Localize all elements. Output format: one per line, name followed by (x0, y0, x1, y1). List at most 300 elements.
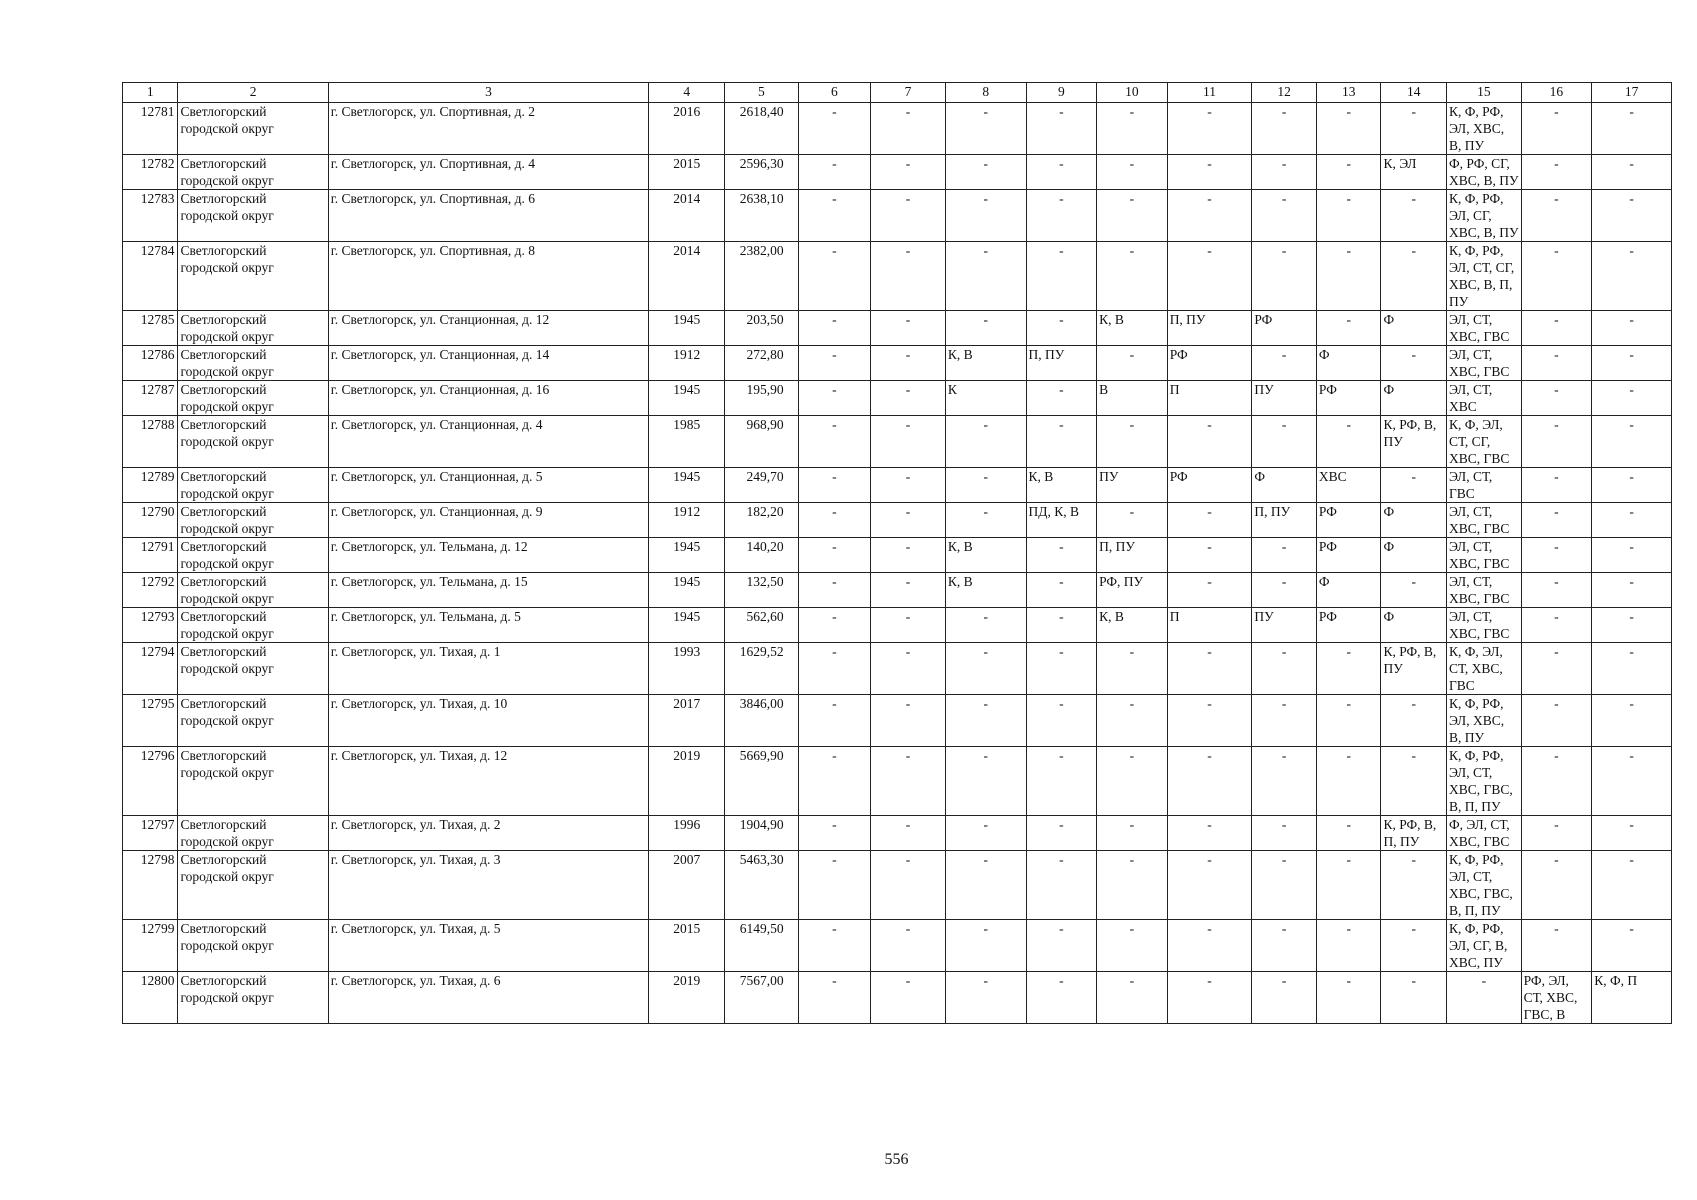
col12-cell: - (1252, 920, 1317, 972)
col12-cell: - (1252, 416, 1317, 468)
municipality-cell: Светлогорский городской округ (178, 416, 328, 468)
col16-cell: РФ, ЭЛ, СТ, ХВС, ГВС, В (1521, 972, 1592, 1024)
year-cell: 2014 (649, 190, 725, 242)
col8-cell: - (945, 155, 1026, 190)
col11-cell: - (1167, 242, 1252, 311)
col9-cell: - (1026, 573, 1097, 608)
address-cell: г. Светлогорск, ул. Тихая, д. 3 (328, 851, 649, 920)
record-number-cell: 12800 (123, 972, 178, 1024)
col15-cell: ЭЛ, СТ, ХВС, ГВС (1447, 503, 1522, 538)
year-cell: 1945 (649, 468, 725, 503)
area-cell: 132,50 (725, 573, 799, 608)
municipality-cell: Светлогорский городской округ (178, 573, 328, 608)
municipality-cell: Светлогорский городской округ (178, 103, 328, 155)
col7-cell: - (871, 573, 946, 608)
col7-cell: - (871, 816, 946, 851)
col9-cell: К, В (1026, 468, 1097, 503)
col15-cell: К, Ф, РФ, ЭЛ, СТ, СГ, ХВС, В, П, ПУ (1447, 242, 1522, 311)
area-cell: 2382,00 (725, 242, 799, 311)
year-cell: 1945 (649, 573, 725, 608)
col6-cell: - (798, 747, 871, 816)
col11-cell: РФ (1167, 468, 1252, 503)
col11-cell: - (1167, 747, 1252, 816)
address-cell: г. Светлогорск, ул. Тихая, д. 12 (328, 747, 649, 816)
col13-cell: - (1316, 242, 1381, 311)
col16-cell: - (1521, 416, 1592, 468)
col7-cell: - (871, 242, 946, 311)
address-cell: г. Светлогорск, ул. Тихая, д. 1 (328, 643, 649, 695)
col17-cell: - (1592, 346, 1672, 381)
col14-cell: Ф (1381, 311, 1447, 346)
col10-cell: - (1097, 816, 1168, 851)
col10-cell: В (1097, 381, 1168, 416)
table-row (123, 155, 1672, 190)
year-cell: 1945 (649, 538, 725, 573)
col12-cell: - (1252, 346, 1317, 381)
col7-cell: - (871, 416, 946, 468)
col15-cell: ЭЛ, СТ, ХВС, ГВС (1447, 573, 1522, 608)
area-cell: 1904,90 (725, 816, 799, 851)
col16-cell: - (1521, 503, 1592, 538)
col17-cell: - (1592, 573, 1672, 608)
col7-cell: - (871, 346, 946, 381)
column-header: 2 (178, 83, 328, 103)
col7-cell: - (871, 851, 946, 920)
col7-cell: - (871, 503, 946, 538)
municipality-cell: Светлогорский городской округ (178, 695, 328, 747)
column-header: 8 (945, 83, 1026, 103)
col13-cell: - (1316, 190, 1381, 242)
year-cell: 1945 (649, 311, 725, 346)
address-cell: г. Светлогорск, ул. Спортивная, д. 6 (328, 190, 649, 242)
col10-cell: - (1097, 851, 1168, 920)
col11-cell: - (1167, 155, 1252, 190)
col17-cell: К, Ф, П (1592, 972, 1672, 1024)
table-row (123, 920, 1672, 972)
col6-cell: - (798, 381, 871, 416)
address-cell: г. Светлогорск, ул. Станционная, д. 12 (328, 311, 649, 346)
col13-cell: - (1316, 643, 1381, 695)
col13-cell: Ф (1316, 346, 1381, 381)
col7-cell: - (871, 190, 946, 242)
col9-cell: - (1026, 190, 1097, 242)
column-header: 7 (871, 83, 946, 103)
col6-cell: - (798, 573, 871, 608)
col16-cell: - (1521, 747, 1592, 816)
year-cell: 2019 (649, 972, 725, 1024)
col15-cell: Ф, РФ, СГ, ХВС, В, ПУ (1447, 155, 1522, 190)
col9-cell: - (1026, 311, 1097, 346)
col8-cell: К, В (945, 346, 1026, 381)
year-cell: 1912 (649, 346, 725, 381)
col7-cell: - (871, 643, 946, 695)
table-row (123, 573, 1672, 608)
col6-cell: - (798, 920, 871, 972)
col8-cell: - (945, 695, 1026, 747)
col16-cell: - (1521, 851, 1592, 920)
col16-cell: - (1521, 695, 1592, 747)
column-header: 15 (1447, 83, 1522, 103)
address-cell: г. Светлогорск, ул. Спортивная, д. 8 (328, 242, 649, 311)
col16-cell: - (1521, 538, 1592, 573)
col9-cell: П, ПУ (1026, 346, 1097, 381)
col13-cell: - (1316, 155, 1381, 190)
col9-cell: - (1026, 538, 1097, 573)
record-number-cell: 12788 (123, 416, 178, 468)
column-header: 12 (1252, 83, 1317, 103)
record-number-cell: 12786 (123, 346, 178, 381)
col17-cell: - (1592, 643, 1672, 695)
record-number-cell: 12794 (123, 643, 178, 695)
area-cell: 2638,10 (725, 190, 799, 242)
col10-cell: - (1097, 103, 1168, 155)
col6-cell: - (798, 346, 871, 381)
col14-cell: К, ЭЛ (1381, 155, 1447, 190)
table-row (123, 747, 1672, 816)
col8-cell: - (945, 643, 1026, 695)
table-row (123, 346, 1672, 381)
col6-cell: - (798, 695, 871, 747)
col14-cell: Ф (1381, 381, 1447, 416)
table-row (123, 816, 1672, 851)
col8-cell: - (945, 503, 1026, 538)
table-row (123, 695, 1672, 747)
col16-cell: - (1521, 643, 1592, 695)
col13-cell: - (1316, 747, 1381, 816)
municipality-cell: Светлогорский городской округ (178, 311, 328, 346)
col11-cell: П (1167, 608, 1252, 643)
year-cell: 1945 (649, 381, 725, 416)
col9-cell: ПД, К, В (1026, 503, 1097, 538)
col12-cell: - (1252, 747, 1317, 816)
col13-cell: - (1316, 816, 1381, 851)
col14-cell: - (1381, 695, 1447, 747)
address-cell: г. Светлогорск, ул. Станционная, д. 14 (328, 346, 649, 381)
col6-cell: - (798, 416, 871, 468)
year-cell: 1912 (649, 503, 725, 538)
municipality-cell: Светлогорский городской округ (178, 851, 328, 920)
col6-cell: - (798, 608, 871, 643)
col9-cell: - (1026, 381, 1097, 416)
col11-cell: - (1167, 643, 1252, 695)
area-cell: 203,50 (725, 311, 799, 346)
col16-cell: - (1521, 242, 1592, 311)
col14-cell: Ф (1381, 608, 1447, 643)
area-cell: 6149,50 (725, 920, 799, 972)
record-number-cell: 12791 (123, 538, 178, 573)
col14-cell: - (1381, 346, 1447, 381)
col7-cell: - (871, 972, 946, 1024)
col8-cell: - (945, 468, 1026, 503)
record-number-cell: 12790 (123, 503, 178, 538)
col13-cell: - (1316, 103, 1381, 155)
col11-cell: - (1167, 920, 1252, 972)
address-cell: г. Светлогорск, ул. Тихая, д. 10 (328, 695, 649, 747)
municipality-cell: Светлогорский городской округ (178, 242, 328, 311)
col9-cell: - (1026, 103, 1097, 155)
col10-cell: - (1097, 346, 1168, 381)
col15-cell: К, Ф, РФ, ЭЛ, СТ, ХВС, ГВС, В, П, ПУ (1447, 747, 1522, 816)
col11-cell: - (1167, 538, 1252, 573)
col6-cell: - (798, 242, 871, 311)
col8-cell: - (945, 816, 1026, 851)
col11-cell: РФ (1167, 346, 1252, 381)
col13-cell: - (1316, 851, 1381, 920)
col16-cell: - (1521, 346, 1592, 381)
record-number-cell: 12783 (123, 190, 178, 242)
municipality-cell: Светлогорский городской округ (178, 608, 328, 643)
col7-cell: - (871, 155, 946, 190)
record-number-cell: 12787 (123, 381, 178, 416)
col10-cell: - (1097, 747, 1168, 816)
table-row (123, 416, 1672, 468)
col10-cell: - (1097, 155, 1168, 190)
address-cell: г. Светлогорск, ул. Спортивная, д. 2 (328, 103, 649, 155)
col8-cell: - (945, 747, 1026, 816)
col12-cell: Ф (1252, 468, 1317, 503)
page-number: 556 (884, 1151, 909, 1168)
header-row (123, 83, 1672, 103)
col15-cell: К, Ф, РФ, ЭЛ, ХВС, В, ПУ (1447, 695, 1522, 747)
col8-cell: - (945, 608, 1026, 643)
column-header: 13 (1316, 83, 1381, 103)
col6-cell: - (798, 468, 871, 503)
col11-cell: - (1167, 190, 1252, 242)
col9-cell: - (1026, 747, 1097, 816)
col15-cell: К, Ф, РФ, ЭЛ, СТ, ХВС, ГВС, В, П, ПУ (1447, 851, 1522, 920)
address-cell: г. Светлогорск, ул. Станционная, д. 4 (328, 416, 649, 468)
col6-cell: - (798, 155, 871, 190)
area-cell: 3846,00 (725, 695, 799, 747)
col6-cell: - (798, 503, 871, 538)
col12-cell: - (1252, 538, 1317, 573)
col6-cell: - (798, 851, 871, 920)
municipality-cell: Светлогорский городской округ (178, 155, 328, 190)
col16-cell: - (1521, 311, 1592, 346)
col11-cell: - (1167, 972, 1252, 1024)
col7-cell: - (871, 468, 946, 503)
column-header: 10 (1097, 83, 1168, 103)
col12-cell: - (1252, 573, 1317, 608)
col12-cell: П, ПУ (1252, 503, 1317, 538)
record-number-cell: 12785 (123, 311, 178, 346)
col15-cell: ЭЛ, СТ, ГВС (1447, 468, 1522, 503)
table-row (123, 311, 1672, 346)
area-cell: 140,20 (725, 538, 799, 573)
col9-cell: - (1026, 155, 1097, 190)
col7-cell: - (871, 381, 946, 416)
col15-cell: ЭЛ, СТ, ХВС, ГВС (1447, 346, 1522, 381)
column-header: 6 (798, 83, 871, 103)
col7-cell: - (871, 608, 946, 643)
col14-cell: Ф (1381, 538, 1447, 573)
col7-cell: - (871, 311, 946, 346)
col8-cell: К, В (945, 538, 1026, 573)
municipality-cell: Светлогорский городской округ (178, 346, 328, 381)
year-cell: 2016 (649, 103, 725, 155)
col12-cell: - (1252, 695, 1317, 747)
col9-cell: - (1026, 643, 1097, 695)
col12-cell: - (1252, 972, 1317, 1024)
table-row (123, 538, 1672, 573)
municipality-cell: Светлогорский городской округ (178, 190, 328, 242)
col8-cell: - (945, 190, 1026, 242)
address-cell: г. Светлогорск, ул. Спортивная, д. 4 (328, 155, 649, 190)
col13-cell: РФ (1316, 608, 1381, 643)
col14-cell: - (1381, 103, 1447, 155)
col16-cell: - (1521, 155, 1592, 190)
area-cell: 5463,30 (725, 851, 799, 920)
address-cell: г. Светлогорск, ул. Тихая, д. 6 (328, 972, 649, 1024)
col15-cell: К, Ф, РФ, ЭЛ, ХВС, В, ПУ (1447, 103, 1522, 155)
address-cell: г. Светлогорск, ул. Тельмана, д. 15 (328, 573, 649, 608)
col12-cell: РФ (1252, 311, 1317, 346)
col13-cell: - (1316, 972, 1381, 1024)
col10-cell: П, ПУ (1097, 538, 1168, 573)
housing-registry-table (122, 82, 1672, 1024)
col17-cell: - (1592, 468, 1672, 503)
col8-cell: - (945, 311, 1026, 346)
col11-cell: - (1167, 573, 1252, 608)
col8-cell: К, В (945, 573, 1026, 608)
municipality-cell: Светлогорский городской округ (178, 920, 328, 972)
col8-cell: - (945, 103, 1026, 155)
column-header: 16 (1521, 83, 1592, 103)
record-number-cell: 12784 (123, 242, 178, 311)
col17-cell: - (1592, 311, 1672, 346)
area-cell: 968,90 (725, 416, 799, 468)
municipality-cell: Светлогорский городской округ (178, 503, 328, 538)
col16-cell: - (1521, 190, 1592, 242)
table-row (123, 643, 1672, 695)
col14-cell: - (1381, 972, 1447, 1024)
col14-cell: - (1381, 468, 1447, 503)
col13-cell: РФ (1316, 538, 1381, 573)
record-number-cell: 12782 (123, 155, 178, 190)
year-cell: 1993 (649, 643, 725, 695)
col13-cell: РФ (1316, 503, 1381, 538)
col9-cell: - (1026, 416, 1097, 468)
address-cell: г. Светлогорск, ул. Тельмана, д. 5 (328, 608, 649, 643)
municipality-cell: Светлогорский городской округ (178, 381, 328, 416)
area-cell: 1629,52 (725, 643, 799, 695)
municipality-cell: Светлогорский городской округ (178, 643, 328, 695)
area-cell: 7567,00 (725, 972, 799, 1024)
column-header: 9 (1026, 83, 1097, 103)
col8-cell: - (945, 972, 1026, 1024)
col11-cell: П (1167, 381, 1252, 416)
col10-cell: - (1097, 695, 1168, 747)
table-row (123, 851, 1672, 920)
column-header: 5 (725, 83, 799, 103)
col14-cell: Ф (1381, 503, 1447, 538)
address-cell: г. Светлогорск, ул. Тельмана, д. 12 (328, 538, 649, 573)
col12-cell: - (1252, 816, 1317, 851)
col13-cell: ХВС (1316, 468, 1381, 503)
col17-cell: - (1592, 103, 1672, 155)
col17-cell: - (1592, 190, 1672, 242)
col11-cell: - (1167, 851, 1252, 920)
column-header: 3 (328, 83, 649, 103)
table-row (123, 608, 1672, 643)
col10-cell: ПУ (1097, 468, 1168, 503)
year-cell: 2015 (649, 155, 725, 190)
col7-cell: - (871, 695, 946, 747)
record-number-cell: 12781 (123, 103, 178, 155)
col10-cell: - (1097, 643, 1168, 695)
year-cell: 2007 (649, 851, 725, 920)
area-cell: 195,90 (725, 381, 799, 416)
col6-cell: - (798, 190, 871, 242)
col17-cell: - (1592, 416, 1672, 468)
col11-cell: П, ПУ (1167, 311, 1252, 346)
municipality-cell: Светлогорский городской округ (178, 816, 328, 851)
col13-cell: Ф (1316, 573, 1381, 608)
col6-cell: - (798, 538, 871, 573)
area-cell: 272,80 (725, 346, 799, 381)
col15-cell: ЭЛ, СТ, ХВС, ГВС (1447, 608, 1522, 643)
col11-cell: - (1167, 816, 1252, 851)
col12-cell: - (1252, 155, 1317, 190)
col6-cell: - (798, 816, 871, 851)
table-row (123, 503, 1672, 538)
col14-cell: К, РФ, В, П, ПУ (1381, 816, 1447, 851)
col17-cell: - (1592, 920, 1672, 972)
col9-cell: - (1026, 920, 1097, 972)
col14-cell: - (1381, 573, 1447, 608)
col15-cell: Ф, ЭЛ, СТ, ХВС, ГВС (1447, 816, 1522, 851)
col7-cell: - (871, 747, 946, 816)
col14-cell: - (1381, 920, 1447, 972)
col16-cell: - (1521, 816, 1592, 851)
area-cell: 5669,90 (725, 747, 799, 816)
col8-cell: - (945, 242, 1026, 311)
col9-cell: - (1026, 242, 1097, 311)
column-header: 1 (123, 83, 178, 103)
table-row (123, 972, 1672, 1024)
record-number-cell: 12798 (123, 851, 178, 920)
col10-cell: - (1097, 416, 1168, 468)
col16-cell: - (1521, 608, 1592, 643)
col16-cell: - (1521, 573, 1592, 608)
record-number-cell: 12792 (123, 573, 178, 608)
area-cell: 182,20 (725, 503, 799, 538)
col16-cell: - (1521, 468, 1592, 503)
table-row (123, 103, 1672, 155)
address-cell: г. Светлогорск, ул. Станционная, д. 16 (328, 381, 649, 416)
col17-cell: - (1592, 242, 1672, 311)
col6-cell: - (798, 643, 871, 695)
col8-cell: - (945, 416, 1026, 468)
col17-cell: - (1592, 816, 1672, 851)
col12-cell: ПУ (1252, 381, 1317, 416)
col12-cell: - (1252, 851, 1317, 920)
record-number-cell: 12797 (123, 816, 178, 851)
area-cell: 2596,30 (725, 155, 799, 190)
year-cell: 1985 (649, 416, 725, 468)
municipality-cell: Светлогорский городской округ (178, 468, 328, 503)
col14-cell: К, РФ, В, ПУ (1381, 416, 1447, 468)
col17-cell: - (1592, 851, 1672, 920)
municipality-cell: Светлогорский городской округ (178, 538, 328, 573)
col9-cell: - (1026, 695, 1097, 747)
address-cell: г. Светлогорск, ул. Станционная, д. 9 (328, 503, 649, 538)
col11-cell: - (1167, 416, 1252, 468)
col17-cell: - (1592, 695, 1672, 747)
col15-cell: К, Ф, ЭЛ, СТ, СГ, ХВС, ГВС (1447, 416, 1522, 468)
col17-cell: - (1592, 747, 1672, 816)
col13-cell: - (1316, 416, 1381, 468)
